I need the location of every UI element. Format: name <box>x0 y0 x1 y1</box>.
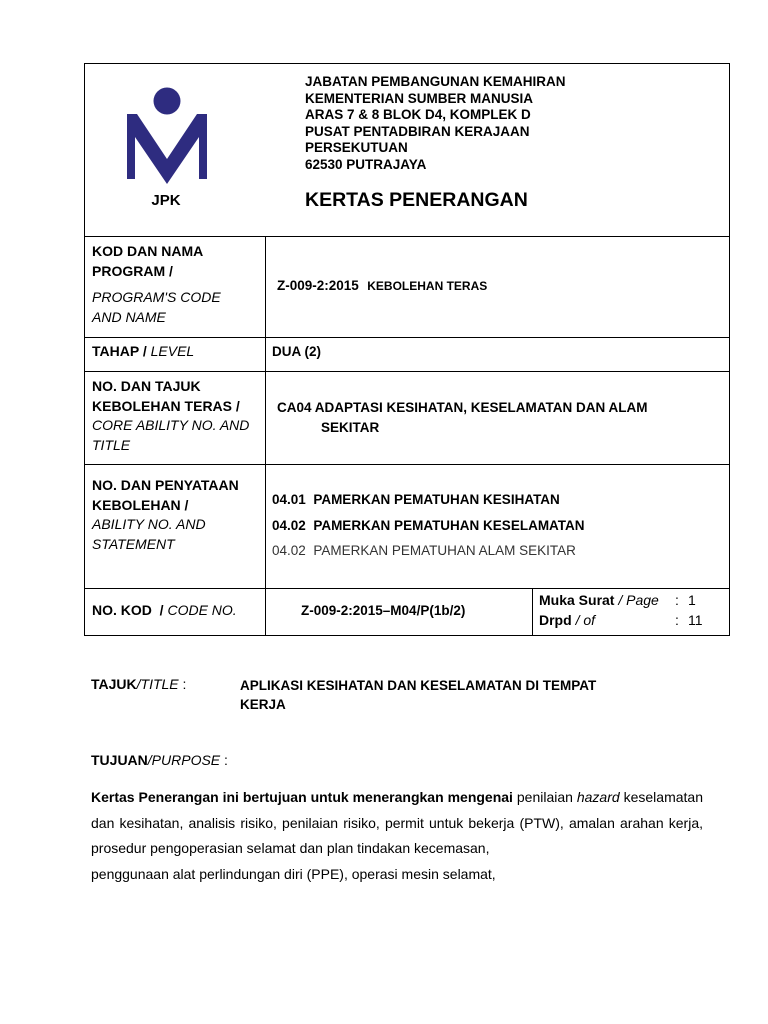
ability-item <box>272 492 722 518</box>
jpk-logo <box>125 87 211 212</box>
of-label-bold: Drpd <box>539 612 572 628</box>
document-title: KERTAS PENERANGAN <box>305 189 528 211</box>
title-label-bold: TAJUK <box>91 676 137 692</box>
title-line: APLIKASI KESIHATAN DAN KESELAMATAN DI TEMPAT <box>240 678 597 693</box>
ability-list <box>272 492 722 558</box>
ability-text: PAMERKAN PEMATUHAN KESELAMATAN <box>313 518 585 533</box>
org-line: KEMENTERIAN SUMBER MANUSIA <box>305 90 534 106</box>
of-colon: : <box>675 612 679 628</box>
logo-text: JPK <box>151 192 181 209</box>
org-line: ARAS 7 & 8 BLOK D4, KOMPLEK D <box>305 107 531 122</box>
level-label-bold: TAHAP / <box>92 343 147 359</box>
core-ability-title-line: SEKITAR <box>321 419 380 435</box>
ability-text: PAMERKAN PEMATUHAN KESIHATAN <box>313 492 560 507</box>
row-divider <box>85 236 729 237</box>
ability-text: PAMERKAN PEMATUHAN ALAM SEKITAR <box>313 543 576 558</box>
level-label <box>92 342 194 362</box>
program-label-italic: PROGRAM'S CODE AND NAME <box>92 289 221 325</box>
title-colon: : <box>182 676 187 692</box>
code-no-label-italic: CODE NO. <box>167 602 237 618</box>
program-label <box>92 242 252 327</box>
purpose-label <box>91 752 228 768</box>
code-no-value: Z-009-2:2015–M04/P(1b/2) <box>301 603 466 618</box>
ability-label-italic: ABILITY NO. AND STATEMENT <box>92 516 206 552</box>
purpose-paragraph <box>91 785 703 887</box>
org-line: PERSEKUTUAN <box>305 140 408 155</box>
ability-item <box>272 543 722 558</box>
title-label-italic: /TITLE <box>136 676 179 692</box>
organisation-address <box>305 74 625 173</box>
paging-block <box>539 591 729 631</box>
title-line: KERJA <box>240 697 286 712</box>
org-line: PUSAT PENTADBIRAN KERAJAAN <box>305 123 530 139</box>
column-divider <box>265 236 266 636</box>
info-table <box>84 63 730 636</box>
purpose-colon: : <box>224 752 228 768</box>
core-ability-value <box>277 398 648 437</box>
ability-item <box>272 518 722 543</box>
ability-no: 04.01 <box>272 492 306 507</box>
code-no-label <box>92 601 237 621</box>
paragraph-italic-word: hazard <box>576 789 620 805</box>
ability-label <box>92 476 252 554</box>
page-label-bold: Muka Surat <box>539 592 615 608</box>
core-ability-title-line: CA04 ADAPTASI KESIHATAN, KESELAMATAN DAN ALAM <box>277 400 648 415</box>
page-number: 1 <box>688 592 696 608</box>
org-line: 62530 PUTRAJAYA <box>305 156 427 172</box>
ability-no: 04.02 <box>272 543 306 558</box>
level-value: DUA (2) <box>272 344 321 359</box>
program-name: KEBOLEHAN TERAS <box>367 279 488 293</box>
core-ability-label <box>92 377 262 455</box>
page-label-italic: / Page <box>618 592 659 608</box>
total-pages: 11 <box>688 612 703 628</box>
ability-no: 04.02 <box>272 518 306 533</box>
core-ability-label-bold: NO. DAN TAJUK KEBOLEHAN TERAS / <box>92 378 240 414</box>
code-no-label-bold: NO. KOD <box>92 602 152 618</box>
code-no-label-sep: / <box>159 602 164 618</box>
core-ability-label-italic: CORE ABILITY NO. AND TITLE <box>92 417 250 453</box>
row-divider <box>85 588 729 589</box>
purpose-label-italic: /PURPOSE <box>147 752 221 768</box>
program-value <box>277 277 487 295</box>
ability-label-bold: NO. DAN PENYATAAN KEBOLEHAN / <box>92 477 239 513</box>
row-divider <box>85 337 729 338</box>
program-label-bold: KOD DAN NAMA PROGRAM / <box>92 243 203 279</box>
of-label-italic: / of <box>575 612 596 628</box>
paragraph-text: keselamatan dan kesihatan, analisis risiko, penilaian risiko, permit untuk bekerja (PTW), amalan arahan kerja, prosedur pengoperasian selamat dan plan tindakan kecemasan, <box>91 789 703 856</box>
org-line: JABATAN PEMBANGUNAN KEMAHIRAN <box>305 74 566 89</box>
paragraph-text: penilaian <box>512 789 577 805</box>
paragraph-bold-intro: Kertas Penerangan ini bertujuan untuk menerangkan mengenai <box>91 789 513 805</box>
jpk-logo-mark <box>125 87 211 212</box>
of-row <box>539 611 729 631</box>
page-row <box>539 591 729 611</box>
document-subject-title <box>240 676 596 714</box>
purpose-label-bold: TUJUAN <box>91 752 148 768</box>
title-label <box>91 676 186 692</box>
column-divider <box>532 588 533 636</box>
program-code: Z-009-2:2015 <box>277 278 359 293</box>
row-divider <box>85 464 729 465</box>
paragraph-body <box>91 785 703 862</box>
page-colon: : <box>675 592 679 608</box>
row-divider <box>85 371 729 372</box>
level-label-italic: LEVEL <box>150 343 195 359</box>
paragraph-last-line: penggunaan alat perlindungan diri (PPE), operasi mesin selamat, <box>91 865 496 882</box>
